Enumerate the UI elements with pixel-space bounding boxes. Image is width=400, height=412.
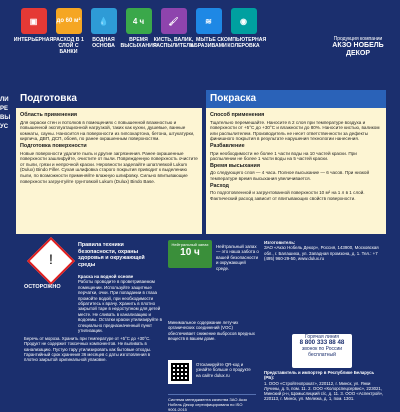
edge-left-text: УС: [0, 124, 9, 130]
painting-body: [206, 108, 386, 206]
safety-text: Работы проводите в проветриваемом помещении. Используйте защитные перчатки, очки. При попадании в глаза промойте водой, при необходимости обратитесь к врачу. Хранить в плотно закрытой таре в недоступном для детей месте. Не сливать в канализацию и водоемы. Остатки краски утилизируйте в специально предназначенный пункт утилизации.: [78, 279, 162, 334]
feature-drying: [120, 8, 157, 80]
odor-badge-value: 10 ч: [180, 247, 200, 258]
preparation-column: [16, 90, 202, 234]
feature-tools: [153, 8, 194, 80]
feature-label: РАСХОД В 1 СЛОЙ С БАНКИ: [53, 37, 84, 55]
painting-column: [206, 90, 386, 234]
feature-interior: [13, 8, 54, 80]
usage-text: По подготовленной и загрунтованной поверхности 10 м² на 1 л в 1 слой. Фактический расход зависит от впитывающих свойств поверхности.: [210, 190, 365, 201]
safety-title: Правила техники безопасности, охраны здоровья и окружающей среды: [78, 242, 145, 268]
odor-badge: [168, 240, 212, 268]
feature-water: [88, 8, 119, 80]
area-heading: Область применения: [20, 112, 78, 118]
hotline-note: звонок по России бесплатный: [301, 346, 343, 358]
producer-caption: Продукция компании: [333, 36, 383, 42]
dilute-text: При необходимости не более 1 части воды на 10 частей краски. При распылении не более 1 части воды на 5 частей краски.: [210, 150, 357, 162]
odor-badge-top: Нейтральный запах: [171, 242, 209, 247]
importer-block: [264, 370, 384, 402]
safety-block: [78, 274, 162, 333]
feature-label: КОМПЬЮТЕРНАЯ КОЛЕРОВКА: [220, 37, 267, 49]
importer-title: Представитель и импортер в Республике Беларусь (РБ):: [264, 370, 375, 381]
voc-text: Минимальное содержание летучих органических соединений (VOC) обеспечивает снижение выбросов вредных веществ в вашем доме.: [168, 320, 255, 341]
certification-text: Система менеджмента качества ЗАО Акзо Нобель Декор сертифицирована по ISO 9001:2015: [168, 394, 256, 412]
feature-washable: [190, 8, 227, 80]
qr-pattern: [171, 363, 189, 381]
feature-label: КИСТЬ, ВАЛИК, РАСПЫЛИТЕЛЬ: [153, 37, 194, 49]
eco-column: [168, 240, 258, 410]
feature-icons: [13, 8, 328, 80]
washable-icon: ≋: [196, 8, 222, 34]
edge-right-strip: [388, 96, 400, 412]
feature-label: ВОДНАЯ ОСНОВА: [92, 37, 115, 49]
area-text: Для окраски стен и потолков в помещениях с повышенной влажностью и повышенной эксплуатационной нагрузкой, таких как кухни, душевые, ванные комнаты, сауны. Наносится на поверхности из гипсокартона, бетона, штукатурки, кирпича, ДВП, ДСП, обоев, по ранее окрашенным поверхностям.: [20, 119, 195, 142]
dry-heading: Время высыхания: [210, 162, 260, 169]
feature-label: ИНТЕРЬЕРНАЯ: [13, 37, 54, 43]
surface-text: Новые поверхности удалите пыль и другие загрязнения. Ранее окрашенные поверхности зашлифуйте, очистите от пыли. Поврежденную поверхность очистите от пыли, грязи и непрочной краски. Неровности заделайте шпатлевкой Lukum (Dulux) Bindo Filler. Сухая шлифовка старого покрытия приводит к выделению пыли, по возможности применяйте влажную шлифовку. Сильно впитывающие поверхности загрунтуйте грунтовкой Lukum (Dulux) Bindo Base.: [20, 150, 198, 184]
interior-icon: ▣: [21, 8, 47, 34]
feature-coverage: [53, 8, 84, 80]
drying-icon: 4 ч: [126, 8, 152, 34]
tools-icon: 🖌: [161, 8, 187, 34]
producer-name: АКЗО НОБЕЛЬ ДЕКОР: [332, 42, 384, 57]
usage-heading: Расход: [210, 182, 229, 189]
feature-label: ВРЕМЯ ВЫСЫХАНИЯ: [120, 37, 157, 49]
bottom-section: [16, 236, 386, 412]
manufacturer-title: Изготовитель:: [264, 240, 296, 245]
coverage-icon: до 60 м²: [56, 8, 82, 34]
dry-text: До следующего слоя — 4 часа. Полное высыхание — 6 часов. При низкой температуре время высыхания увеличивается.: [210, 170, 370, 181]
manufacturer-block: [264, 240, 382, 262]
surface-heading: Подготовка поверхности: [20, 142, 87, 149]
method-text: Тщательно перемешайте. Наносите в 2 слоя при температуре воздуха и поверхности от +5°С до +30°С и влажности до 80%. Наносите кистью, валиком или распылителем. Производитель не несет ответственности за дефекты финишного покрытия в результате нарушения технологии нанесения.: [210, 119, 380, 142]
caution-label: ОСТОРОЖНО: [24, 284, 61, 290]
preparation-title: Подготовка: [16, 90, 202, 108]
odor-text: Нейтральный запах — это наша забота о вашей безопасности и окружающей среде.: [216, 244, 259, 271]
edge-left-text: РЕ: [0, 106, 9, 112]
edge-left-text: ВЫ: [0, 115, 11, 121]
feature-label: МЫТЬЕ С АБРАЗИВАМИ: [190, 37, 227, 49]
producer-block: [330, 36, 386, 58]
painting-title: Покраска: [206, 90, 386, 108]
hotline-number[interactable]: 8 800 333 88 48: [299, 339, 345, 346]
hotline-caption: Горячая линия: [304, 334, 340, 340]
tinting-icon: ◉: [231, 8, 257, 34]
feature-tinting: [220, 8, 267, 80]
edge-left-text: ЛИ: [0, 97, 9, 103]
preparation-body: [16, 108, 202, 189]
edge-left-strip: [0, 96, 14, 412]
storage-text: Беречь от мороза. Хранить при температуре от +5°С до +30°С. Продукт не содержит токсичных компонентов. Не выливать в канализацию. Пустую тару утилизировать как бытовые отходы. Гарантийный срок хранения 36 месяцев с даты изготовления в плотно закрытой оригинальной упаковке.: [24, 336, 151, 363]
exclamation-icon: !: [49, 251, 53, 267]
hotline-box: [292, 334, 352, 368]
method-heading: Способ применения: [210, 112, 265, 118]
importer-text: 1. ООО «Стройтехпрокат», 220112, г. Минск, ул. Янки Лучины, д. 5, пом. 11. 2. ООО «Колорспецсервис», 223021, Минский р-н, Щомыслицкий с/с, д. 11. 3. ООО «Аспектрой», 220113, г. Минск, ул. Мележа, д. 1, пом. 1301.: [264, 380, 384, 402]
safety-subtitle: Краска на водной основе: [78, 274, 134, 279]
manufacturer-address: ЗАО «Акзо Нобель Декор», Россия, 143900, Московская обл., г. Балашиха, ул. Западная промзона, д. 1. Тел.: +7 (495) 960-29-50, www.dulux.ru: [264, 245, 379, 262]
water-icon: 💧: [91, 8, 117, 34]
dilute-heading: Разбавление: [210, 142, 245, 149]
qr-code[interactable]: [168, 360, 192, 384]
qr-text: Отсканируйте QR-код и узнайте больше о продукте на сайте dulux.ru: [196, 362, 251, 378]
